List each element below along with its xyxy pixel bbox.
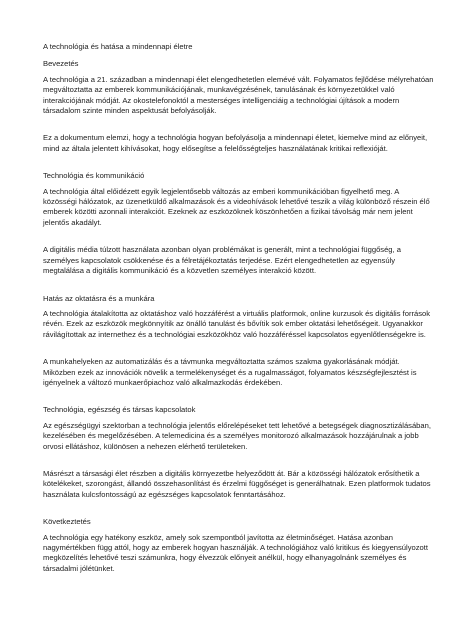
section-heading-communication: Technológia és kommunikáció: [43, 171, 145, 181]
paragraph: A technológia átalakította az oktatáshoz való hozzáférést a virtuális platformok, online kurzusok és digitális források révén. Ezek az eszközök megkönnyítik az önálló tanulást és bővítik sok ember oktatási lehetőségeit. Ugyanakkor rávilágítottak az internethez és a technológiai eszközökhöz való hozzáféréssel kapcsolatos egyenlőtlenségekre is.: [43, 308, 431, 339]
paragraph: Az egészségügyi szektorban a technológia jelentős előrelépéseket tett lehetővé a betegségek diagnosztizálásában, kezelésében és megelőzésében. A telemedicina és a személyes monitorozó alkalmazások hozzájárulnak a jobb orvosi ellátáshoz, különösen a nehezen elérhető területeken.: [43, 420, 431, 451]
section-education-work: [43, 294, 434, 389]
section-health-social: [43, 405, 434, 500]
paragraph: A digitális média túlzott használata azonban olyan problémákat is generált, mint a technológiai függőség, a személyes kapcsolatok csökkenése és a félretájékoztatás terjedése. Ezért elengedhetetlen az egyensúly megtalálása a digitális kommunikáció és a közvetlen személyes interakció között.: [43, 245, 401, 276]
document-title: A technológia és hatása a mindennapi életre: [43, 42, 193, 51]
paragraph: Ez a dokumentum elemzi, hogy a technológia hogyan befolyásolja a mindennapi életet, kiemelve mind az előnyeit, mind az általa jelentett kihívásokat, hogy elősegítse a felelősségteljes használatának kritikai reflexióját.: [43, 133, 428, 153]
section-heading-conclusion: Következtetés: [43, 517, 91, 527]
section-heading-health-social: Technológia, egészség és társas kapcsolatok: [43, 405, 196, 415]
section-heading-introduction: Bevezetés: [43, 59, 79, 69]
paragraph: A technológia egy hatékony eszköz, amely sok szempontból javította az életminőséget. Hatása azonban nagymértékben függ attól, hogy az emberek hogyan használják. A technológiához való kritikus és kiegyensúlyozott megközelítés lehetővé teszi számunkra, hogy élvezzük előnyeit anélkül, hogy elhanyagolnánk személyes és társadalmi jólétünket.: [43, 532, 428, 573]
paragraph: A technológia a 21. században a mindennapi élet elengedhetetlen elemévé vált. Folyamatos fejlődése mélyrehatóan megváltoztatta az emberek kommunikációjának, munkavégzésének, tanulásának és környezetükkel való interakciójának módját. Az okostelefonoktól a mesterséges intelligenciáig a technológiai újítások a modern társadalom szinte minden aspektusát befolyásolják.: [43, 74, 434, 116]
section-communication: [43, 171, 434, 276]
paragraph: Másrészt a társasági élet részben a digitális környezetbe helyeződött át. Bár a közösségi hálózatok erősíthetik a kötelékeket, szorongást, állandó összehasonlítást és érzelmi függőséget is generálhatnak. Ezen platformok tudatos használata kulcsfontosságú az egészséges kapcsolatok fenntartásához.: [43, 468, 431, 499]
paragraph: A technológia által előidézett egyik legjelentősebb változás az emberi kommunikációban figyelhető meg. A közösségi hálózatok, az üzenetküldő alkalmazások és a videohívások lehetővé teszik a világ különböző részein élő emberek közötti azonnali interakciót. Ezeknek az eszközöknek köszönhetően a fizikai távolság már nem jelent jelentős akadályt.: [43, 186, 430, 227]
section-heading-education-work: Hatás az oktatásra és a munkára: [43, 293, 155, 303]
section-conclusion: [43, 517, 434, 574]
section-introduction: [43, 59, 434, 154]
paragraph: A munkahelyeken az automatizálás és a távmunka megváltoztatta számos szakma gyakorlásának módját. Miközben ezek az innovációk növelik a termelékenységet és a rugalmasságot, folyamatos készségfejlesztést is igényelnek a változó munkaerőpiachoz való alkalmazkodás érdekében.: [43, 357, 417, 387]
